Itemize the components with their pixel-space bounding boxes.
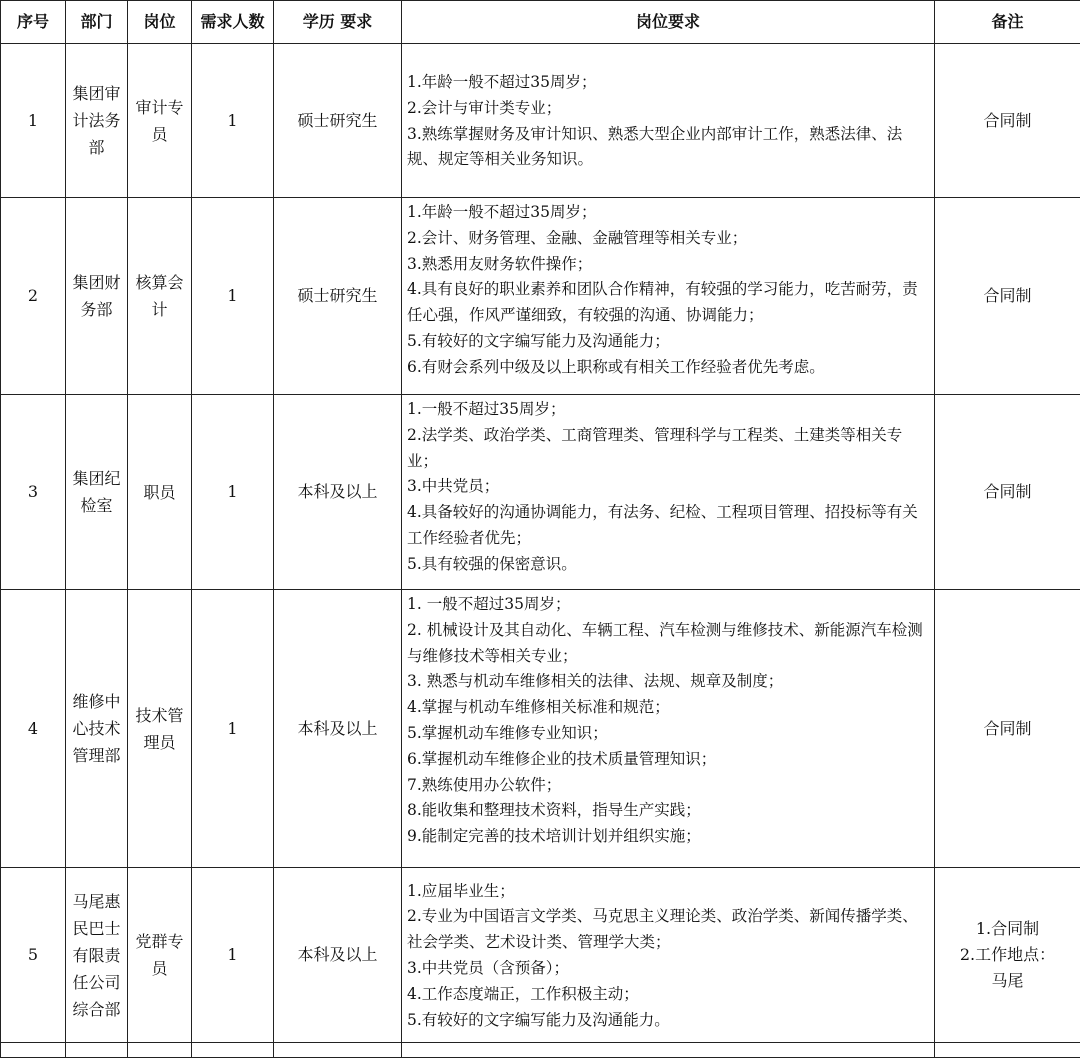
requirement-item: 4.工作态度端正，工作积极主动； bbox=[407, 982, 930, 1008]
requirement-item: 3.熟练掌握财务及审计知识、熟悉大型企业内部审计工作，熟悉法律、法规、规定等相关业务知识。 bbox=[407, 122, 930, 174]
row-count: 1 bbox=[192, 395, 274, 590]
row-dept: 马尾惠民巴士有限责任公司综合部 bbox=[66, 868, 128, 1043]
requirement-item: 3.中共党员（含预备）； bbox=[407, 956, 930, 982]
row-position: 技术管理员 bbox=[128, 590, 192, 868]
requirement-item: 6.掌握机动车维修企业的技术质量管理知识； bbox=[407, 747, 930, 773]
row-requirements bbox=[402, 44, 935, 198]
row-count-cut bbox=[192, 1043, 274, 1058]
requirement-item: 2. 机械设计及其自动化、车辆工程、汽车检测与维修技术、新能源汽车检测与维修技术等相关专业； bbox=[407, 618, 930, 670]
table-row bbox=[1, 395, 1080, 590]
row-education: 硕士研究生 bbox=[274, 44, 402, 198]
row-no: 2 bbox=[1, 198, 66, 395]
row-position: 党群专员 bbox=[128, 868, 192, 1043]
row-position-cut bbox=[128, 1043, 192, 1058]
header-education: 学历 要求 bbox=[274, 1, 402, 44]
row-position: 职员 bbox=[128, 395, 192, 590]
row-count: 1 bbox=[192, 44, 274, 198]
requirement-item: 1.应届毕业生； bbox=[407, 879, 930, 905]
row-dept: 维修中心技术管理部 bbox=[66, 590, 128, 868]
requirement-item: 5.有较好的文字编写能力及沟通能力。 bbox=[407, 1008, 930, 1034]
row-dept: 集团纪检室 bbox=[66, 395, 128, 590]
requirement-item: 9.能制定完善的技术培训计划并组织实施； bbox=[407, 824, 930, 850]
header-no: 序号 bbox=[1, 1, 66, 44]
row-dept-cut bbox=[66, 1043, 128, 1058]
row-education: 本科及以上 bbox=[274, 395, 402, 590]
row-education-cut bbox=[274, 1043, 402, 1058]
row-requirements bbox=[402, 590, 935, 868]
row-no: 3 bbox=[1, 395, 66, 590]
requirement-item: 5.有较好的文字编写能力及沟通能力； bbox=[407, 329, 930, 355]
note-item: 2.工作地点： bbox=[935, 942, 1080, 968]
requirement-item: 4.具备较好的沟通协调能力，有法务、纪检、工程项目管理、招投标等有关工作经验者优先； bbox=[407, 500, 930, 552]
note-item: 合同制 bbox=[935, 283, 1080, 309]
note-item: 合同制 bbox=[935, 716, 1080, 742]
requirement-item: 4.具有良好的职业素养和团队合作精神，有较强的学习能力，吃苦耐劳，责任心强，作风严谨细致，有较强的沟通、协调能力； bbox=[407, 277, 930, 329]
note-item: 1.合同制 bbox=[935, 916, 1080, 942]
requirement-item: 3.中共党员； bbox=[407, 474, 930, 500]
row-count: 1 bbox=[192, 868, 274, 1043]
row-dept: 集团审计法务部 bbox=[66, 44, 128, 198]
requirement-item: 1. 一般不超过35周岁； bbox=[407, 592, 930, 618]
note-item: 马尾 bbox=[935, 968, 1080, 994]
row-requirements bbox=[402, 395, 935, 590]
row-education: 硕士研究生 bbox=[274, 198, 402, 395]
row-position: 审计专员 bbox=[128, 44, 192, 198]
row-position: 核算会计 bbox=[128, 198, 192, 395]
table-row bbox=[1, 590, 1080, 868]
row-requirements bbox=[402, 198, 935, 395]
requirement-item: 4.掌握与机动车维修相关标准和规范； bbox=[407, 695, 930, 721]
requirement-item: 1.年龄一般不超过35周岁； bbox=[407, 200, 930, 226]
header-requirements: 岗位要求 bbox=[402, 1, 935, 44]
requirement-item: 6.有财会系列中级及以上职称或有相关工作经验者优先考虑。 bbox=[407, 355, 930, 381]
header-dept: 部门 bbox=[66, 1, 128, 44]
table-row bbox=[1, 868, 1080, 1043]
header-row bbox=[1, 1, 1080, 44]
row-no: 1 bbox=[1, 44, 66, 198]
header-position: 岗位 bbox=[128, 1, 192, 44]
row-notes bbox=[935, 590, 1080, 868]
requirement-item: 3. 熟悉与机动车维修相关的法律、法规、规章及制度； bbox=[407, 669, 930, 695]
row-notes bbox=[935, 44, 1080, 198]
table-row bbox=[1, 198, 1080, 395]
note-item: 合同制 bbox=[935, 108, 1080, 134]
table-row bbox=[1, 44, 1080, 198]
row-dept: 集团财务部 bbox=[66, 198, 128, 395]
requirement-item: 2.专业为中国语言文学类、马克思主义理论类、政治学类、新闻传播学类、社会学类、艺术设计类、管理学大类； bbox=[407, 904, 930, 956]
row-education: 本科及以上 bbox=[274, 868, 402, 1043]
requirement-item: 5.掌握机动车维修专业知识； bbox=[407, 721, 930, 747]
row-notes bbox=[935, 198, 1080, 395]
table-row bbox=[1, 1043, 1080, 1058]
requirement-item: 7.熟练使用办公软件； bbox=[407, 773, 930, 799]
note-item: 合同制 bbox=[935, 479, 1080, 505]
requirement-item: 2.法学类、政治学类、工商管理类、管理科学与工程类、土建类等相关专业； bbox=[407, 423, 930, 475]
row-notes bbox=[935, 395, 1080, 590]
row-no: 4 bbox=[1, 590, 66, 868]
requirement-item: 8.能收集和整理技术资料，指导生产实践； bbox=[407, 798, 930, 824]
requirement-item: 3.熟悉用友财务软件操作； bbox=[407, 252, 930, 278]
row-no: 5 bbox=[1, 868, 66, 1043]
header-count: 需求人数 bbox=[192, 1, 274, 44]
requirement-item: 5.具有较强的保密意识。 bbox=[407, 552, 930, 578]
row-education: 本科及以上 bbox=[274, 590, 402, 868]
header-notes: 备注 bbox=[935, 1, 1080, 44]
row-requirements bbox=[402, 868, 935, 1043]
requirement-item: 2.会计与审计类专业； bbox=[407, 96, 930, 122]
row-requirements-cut bbox=[402, 1043, 935, 1058]
requirement-item: 1.一般不超过35周岁； bbox=[407, 397, 930, 423]
row-no-cut bbox=[1, 1043, 66, 1058]
row-notes bbox=[935, 868, 1080, 1043]
row-count: 1 bbox=[192, 198, 274, 395]
row-notes-cut bbox=[935, 1043, 1080, 1058]
row-count: 1 bbox=[192, 590, 274, 868]
requirement-item: 2.会计、财务管理、金融、金融管理等相关专业； bbox=[407, 226, 930, 252]
requirement-item: 1.年龄一般不超过35周岁； bbox=[407, 70, 930, 96]
